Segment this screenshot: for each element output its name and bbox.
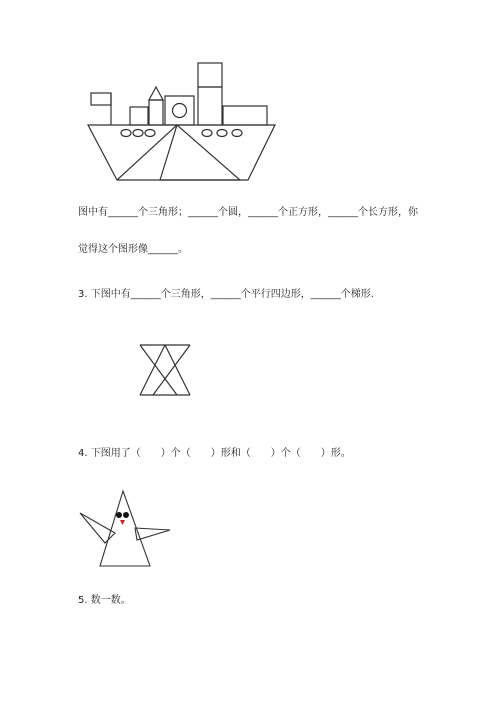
q5-text: 5. 数一数。 — [78, 595, 131, 606]
porthole — [133, 130, 143, 137]
long-rectangle — [223, 106, 267, 125]
right-eye — [123, 512, 129, 518]
beak — [120, 520, 125, 525]
left-wing-triangle — [80, 513, 115, 543]
tower-triangle — [149, 87, 163, 100]
q4-text: 4. 下图用了（ ）个（ ）形和（ ）个（ ）形。 — [78, 448, 351, 459]
bird-figure — [75, 488, 180, 573]
left-eye — [116, 512, 122, 518]
porthole — [232, 130, 242, 137]
hull-trapezoid — [88, 125, 275, 180]
square-circle — [173, 104, 187, 118]
porthole — [121, 130, 131, 137]
tower-rectangle — [149, 100, 163, 125]
porthole — [202, 130, 212, 137]
q2-line1: 图中有______个三角形；______个圆，______个正方形，______个长方形，你 — [78, 207, 418, 218]
small-square — [130, 107, 148, 125]
hull-triangle — [160, 125, 240, 180]
ship-figure — [80, 55, 290, 190]
porthole — [145, 130, 155, 137]
circle-square — [165, 96, 194, 125]
tall-rectangle-top — [198, 63, 222, 87]
diagonal-c — [165, 345, 190, 395]
tall-rectangle-bottom — [198, 87, 222, 125]
flag-rectangle — [91, 93, 111, 105]
q3-text: 3. 下图中有______个三角形，______个平行四边形，______个梯形. — [78, 289, 374, 300]
q2-line2: 觉得这个图形像______。 — [78, 244, 188, 255]
porthole — [217, 130, 227, 137]
diagonal-b — [140, 345, 165, 395]
triangles-figure — [135, 340, 195, 400]
